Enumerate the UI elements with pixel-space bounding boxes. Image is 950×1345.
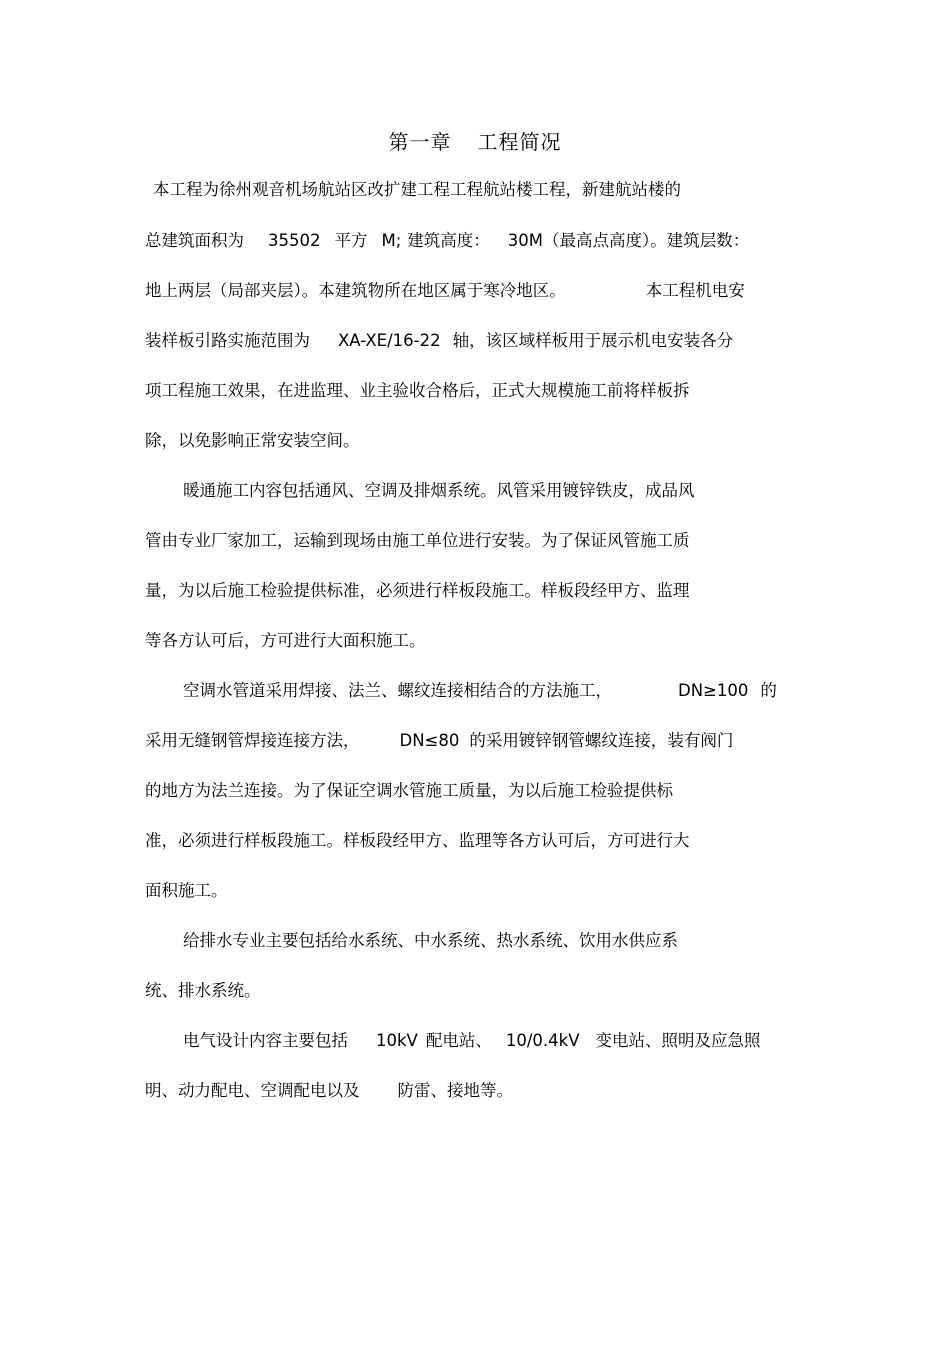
paragraph-2-line-2: 管由专业厂家加工，运输到现场由施工单位进行安装。为了保证风管施工质 [145, 531, 690, 550]
paragraph-1-line-6: 除，以免影响正常安装空间。 [145, 431, 360, 450]
paragraph-3-line-5: 面积施工。 [145, 881, 228, 900]
paragraph-2-line-3: 量，为以后施工检验提供标准，必须进行样板段施工。样板段经甲方、监理 [145, 581, 690, 600]
paragraph-5-line-2: 明、动力配电、空调配电以及 防雷、接地等。 [145, 1081, 513, 1100]
chapter-number: 第一章 [388, 130, 452, 154]
paragraph-1-line-4: 装样板引路实施范围为 XA-XE/16-22 轴，该区域样板用于展示机电安装各分 [145, 331, 734, 350]
paragraph-3-line-1: 空调水管道采用焊接、法兰、螺纹连接相结合的方法施工， DN≥100 的 [183, 681, 777, 700]
paragraph-4-line-2: 统、排水系统。 [145, 981, 261, 1000]
paragraph-2-line-4: 等各方认可后，方可进行大面积施工。 [145, 631, 426, 650]
chapter-title [0, 128, 950, 156]
paragraph-4-line-1: 给排水专业主要包括给水系统、中水系统、热水系统、饮用水供应系 [183, 931, 678, 950]
paragraph-1-line-3: 地上两层（局部夹层）。本建筑物所在地区属于寒冷地区。 本工程机电安 [145, 281, 745, 300]
paragraph-2-line-1: 暖通施工内容包括通风、空调及排烟系统。风管采用镀锌铁皮，成品风 [183, 481, 695, 500]
paragraph-5-line-1: 电气设计内容主要包括 10kV 配电站、 10/0.4kV 变电站、照明及应急照 [183, 1031, 761, 1050]
paragraph-3-line-4: 准，必须进行样板段施工。样板段经甲方、监理等各方认可后，方可进行大 [145, 831, 690, 850]
paragraph-1-line-5: 项工程施工效果，在进监理、业主验收合格后，正式大规模施工前将样板拆 [145, 381, 690, 400]
paragraph-3-line-3: 的地方为法兰连接。为了保证空调水管施工质量，为以后施工检验提供标 [145, 781, 673, 800]
paragraph-1-line-2: 总建筑面积为 35502 平方 M; 建筑高度： 30M（最高点高度）。建筑层数： [145, 231, 750, 250]
paragraph-3-line-2: 采用无缝钢管焊接连接方法， DN≤80 的采用镀锌钢管螺纹连接，装有阀门 [145, 731, 734, 750]
paragraph-1-line-1: 本工程为徐州观音机场航站区改扩建工程工程航站楼工程，新建航站楼的 [153, 180, 681, 199]
chapter-heading: 工程简况 [477, 130, 562, 154]
